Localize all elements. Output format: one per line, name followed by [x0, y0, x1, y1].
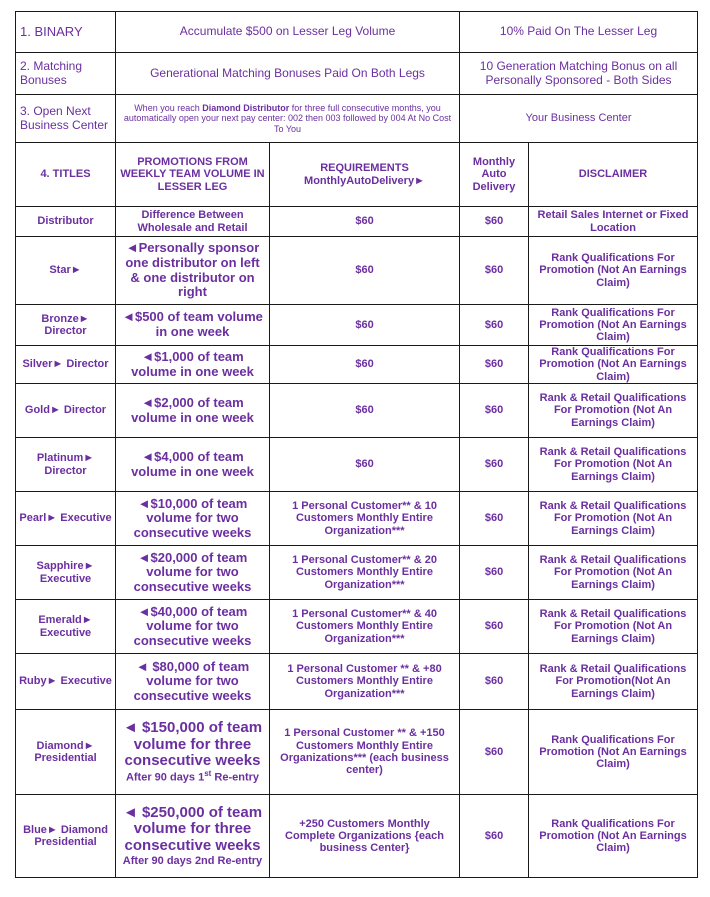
rank-title: Ruby► Executive — [16, 654, 116, 710]
rank-row-ruby — [16, 654, 698, 710]
rank-monthly: $60 — [460, 710, 529, 795]
rank-monthly: $60 — [460, 305, 529, 346]
open-next-desc-bold: Diamond Distributor — [202, 103, 290, 114]
rank-disclaimer: Rank Qualifications For Promotion (Not An Earnings Claim) — [529, 305, 698, 346]
rank-row-star — [16, 237, 698, 305]
rank-promotion: ◄$500 of team volume in one week — [116, 305, 270, 346]
header-titles: 4. TITLES — [16, 143, 116, 207]
header-disclaimer: DISCLAIMER — [529, 143, 698, 207]
rank-promotion: ◄$2,000 of team volume in one week — [116, 384, 270, 438]
rank-requirement: 1 Personal Customer** & 10 Customers Monthly Entire Organization*** — [270, 492, 460, 546]
matching-row — [16, 53, 698, 95]
compensation-plan-table — [15, 11, 698, 878]
rank-title: Distributor — [16, 207, 116, 237]
rank-requirement: +250 Customers Monthly Complete Organizations {each business Center} — [270, 795, 460, 878]
rank-row-gold — [16, 384, 698, 438]
rank-title: Bronze► Director — [16, 305, 116, 346]
rank-title: Gold► Director — [16, 384, 116, 438]
rank-monthly: $60 — [460, 492, 529, 546]
rank-row-silver — [16, 346, 698, 384]
rank-row-bronze — [16, 305, 698, 346]
rank-title: Sapphire► Executive — [16, 546, 116, 600]
open-next-paid: Your Business Center — [460, 95, 698, 143]
rank-monthly: $60 — [460, 600, 529, 654]
rank-promotion: Difference Between Wholesale and Retail — [116, 207, 270, 237]
header-requirements: REQUIREMENTS MonthlyAutoDelivery► — [270, 143, 460, 207]
rank-disclaimer: Rank Qualifications For Promotion (Not An Earnings Claim) — [529, 795, 698, 878]
rank-promotion: ◄ $80,000 of team volume for two consecutive weeks — [116, 654, 270, 710]
rank-requirement: 1 Personal Customer** & 20 Customers Monthly Entire Organization*** — [270, 546, 460, 600]
rank-promotion: ◄$40,000 of team volume for two consecutive weeks — [116, 600, 270, 654]
rank-row-emerald — [16, 600, 698, 654]
rank-requirement: 1 Personal Customer ** & +80 Customers Monthly Entire Organization*** — [270, 654, 460, 710]
rank-title: Diamond► Presidential — [16, 710, 116, 795]
rank-requirement: 1 Personal Customer ** & +150 Customers Monthly Entire Organizations*** (each business center) — [270, 710, 460, 795]
rank-disclaimer: Rank Qualifications For Promotion (Not An Earnings Claim) — [529, 237, 698, 305]
rank-promotion — [116, 710, 270, 795]
rank-disclaimer: Rank Qualifications For Promotion (Not An Earnings Claim) — [529, 710, 698, 795]
rank-promotion-sub — [119, 770, 266, 784]
rank-disclaimer: Rank & Retail Qualifications For Promotion (Not An Earnings Claim) — [529, 492, 698, 546]
rank-requirement: $60 — [270, 438, 460, 492]
header-promotions: PROMOTIONS FROM WEEKLY TEAM VOLUME IN LESSER LEG — [116, 143, 270, 207]
matching-description: Generational Matching Bonuses Paid On Both Legs — [116, 53, 460, 95]
rank-disclaimer: Rank & Retail Qualifications For Promotion(Not An Earnings Claim) — [529, 654, 698, 710]
rank-requirement: $60 — [270, 305, 460, 346]
open-next-label: 3. Open Next Business Center — [16, 95, 116, 143]
rank-disclaimer: Rank & Retail Qualifications For Promotion (Not An Earnings Claim) — [529, 384, 698, 438]
rank-title: Silver► Director — [16, 346, 116, 384]
reentry-text-post: Re-entry — [211, 771, 260, 784]
rank-requirement: $60 — [270, 384, 460, 438]
rank-title: Platinum► Director — [16, 438, 116, 492]
rank-promotion — [116, 795, 270, 878]
rank-disclaimer: Rank & Retail Qualifications For Promotion (Not An Earnings Claim) — [529, 438, 698, 492]
rank-promotion: ◄Personally sponsor one distributor on left & one distributor on right — [116, 237, 270, 305]
binary-label: 1. BINARY — [16, 12, 116, 53]
rank-title: Star► — [16, 237, 116, 305]
rank-promotion: ◄$1,000 of team volume in one week — [116, 346, 270, 384]
rank-promotion: ◄$4,000 of team volume in one week — [116, 438, 270, 492]
rank-monthly: $60 — [460, 438, 529, 492]
binary-paid: 10% Paid On The Lesser Leg — [460, 12, 698, 53]
matching-label: 2. Matching Bonuses — [16, 53, 116, 95]
rank-requirement: 1 Personal Customer** & 40 Customers Monthly Entire Organization*** — [270, 600, 460, 654]
header-monthly-auto-delivery: Monthly Auto Delivery — [460, 143, 529, 207]
rank-promotion-main: ◄ $150,000 of team volume for three consecutive weeks — [122, 718, 263, 770]
rank-title: Pearl► Executive — [16, 492, 116, 546]
rank-row-platinum — [16, 438, 698, 492]
rank-promotion-sub: After 90 days 2nd Re-entry — [122, 855, 263, 868]
open-next-description — [116, 95, 460, 143]
binary-description: Accumulate $500 on Lesser Leg Volume — [116, 12, 460, 53]
rank-promotion: ◄$20,000 of team volume for two consecutive weeks — [116, 546, 270, 600]
rank-row-blue-diamond — [16, 795, 698, 878]
rank-disclaimer: Rank & Retail Qualifications For Promotion (Not An Earnings Claim) — [529, 600, 698, 654]
rank-title: Emerald► Executive — [16, 600, 116, 654]
rank-disclaimer: Rank Qualifications For Promotion (Not An Earnings Claim) — [529, 346, 698, 384]
rank-title: Blue► Diamond Presidential — [16, 795, 116, 878]
open-next-desc-pre: When you reach — [134, 103, 203, 114]
rank-monthly: $60 — [460, 384, 529, 438]
rank-monthly: $60 — [460, 237, 529, 305]
open-next-row — [16, 95, 698, 143]
reentry-text-pre: After 90 days 1 — [125, 771, 205, 784]
rank-requirement: $60 — [270, 346, 460, 384]
rank-monthly: $60 — [460, 795, 529, 878]
rank-disclaimer: Rank & Retail Qualifications For Promotion (Not An Earnings Claim) — [529, 546, 698, 600]
rank-row-distributor — [16, 207, 698, 237]
reentry-superscript: st — [204, 769, 212, 779]
rank-disclaimer: Retail Sales Internet or Fixed Location — [529, 207, 698, 237]
rank-requirement: $60 — [270, 207, 460, 237]
rank-monthly: $60 — [460, 207, 529, 237]
rank-monthly: $60 — [460, 346, 529, 384]
rank-promotion: ◄$10,000 of team volume for two consecutive weeks — [116, 492, 270, 546]
rank-requirement: $60 — [270, 237, 460, 305]
rank-monthly: $60 — [460, 546, 529, 600]
rank-promotion-main: ◄ $250,000 of team volume for three consecutive weeks — [122, 803, 263, 855]
titles-header-row — [16, 143, 698, 207]
rank-row-diamond — [16, 710, 698, 795]
binary-row — [16, 12, 698, 53]
open-next-desc-post: for three full consecutive months, you automatically open your next pay center: 002 then 003 followed by 004 At No Cost To You — [123, 103, 452, 134]
rank-row-sapphire — [16, 546, 698, 600]
rank-row-pearl — [16, 492, 698, 546]
rank-monthly: $60 — [460, 654, 529, 710]
matching-paid: 10 Generation Matching Bonus on all Personally Sponsored - Both Sides — [460, 53, 698, 95]
